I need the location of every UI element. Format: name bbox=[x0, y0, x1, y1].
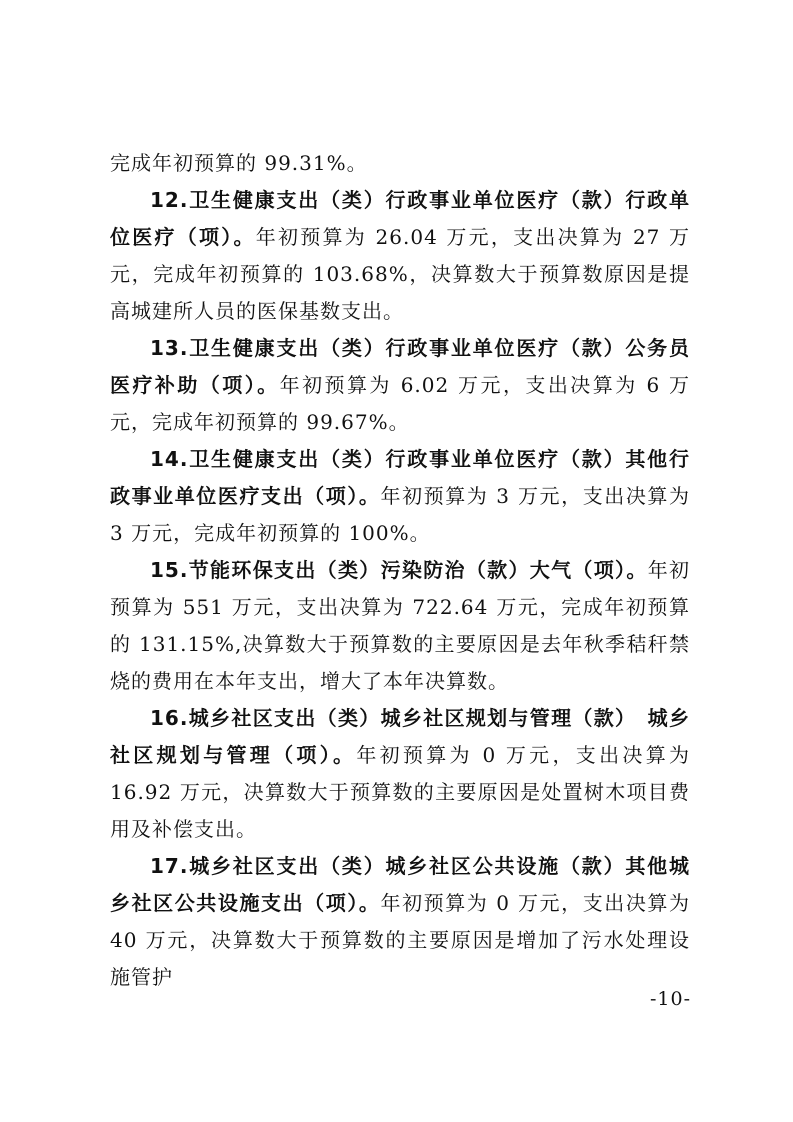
page-number: -10- bbox=[649, 988, 691, 1010]
item-13-body: 年初预算为 6.02 万元，支出决算为 6 万元，完成年初预算的 99.67%。 bbox=[110, 373, 691, 434]
item-15-paragraph bbox=[110, 552, 690, 700]
item-14-heading: 14.卫生健康支出（类）行政事业单位医疗（款）其他行政事业单位医疗支出（项）。 bbox=[110, 447, 690, 508]
item-12-heading: 12.卫生健康支出（类）行政事业单位医疗（款）行政单位医疗（项）。 bbox=[110, 188, 690, 249]
item-14-paragraph bbox=[110, 441, 690, 552]
item-13-heading: 13.卫生健康支出（类）行政事业单位医疗（款）公务员医疗补助（项）。 bbox=[110, 336, 690, 397]
item-16-paragraph bbox=[110, 700, 690, 848]
item-12-body: 年初预算为 26.04 万元，支出决算为 27 万元，完成年初预算的 103.68%，决算数大于预算数原因是提高城建所人员的医保基数支出。 bbox=[110, 225, 691, 323]
item-16-body: 年初预算为 0 万元，支出决算为 16.92 万元，决算数大于预算数的主要原因是处置树木项目费用及补偿支出。 bbox=[110, 743, 690, 841]
item-17-body: 年初预算为 0 万元，支出决算为 40 万元，决算数大于预算数的主要原因是增加了污水处理设施管护 bbox=[110, 891, 691, 989]
item-17-paragraph bbox=[110, 848, 690, 996]
item-13-paragraph bbox=[110, 330, 690, 441]
continuation-paragraph: 完成年初预算的 99.31%。 bbox=[110, 151, 368, 175]
item-12-paragraph bbox=[110, 182, 690, 330]
item-14-body: 年初预算为 3 万元，支出决算为 3 万元，完成年初预算的 100%。 bbox=[110, 484, 691, 545]
item-15-body: 年初预算为 551 万元，支出决算为 722.64 万元，完成年初预算的 131.15%,决算数大于预算数的主要原因是去年秋季秸秆禁烧的费用在本年支出，增大了本年决算数。 bbox=[110, 558, 691, 693]
item-15-heading: 15.节能环保支出（类）污染防治（款）大气（项）。 bbox=[150, 558, 648, 582]
item-16-heading: 16.城乡社区支出（类）城乡社区规划与管理（款） 城乡社区规划与管理（项）。 bbox=[110, 706, 690, 767]
item-17-heading: 17.城乡社区支出（类）城乡社区公共设施（款）其他城乡社区公共设施支出（项）。 bbox=[110, 854, 690, 915]
body-text bbox=[110, 145, 690, 996]
